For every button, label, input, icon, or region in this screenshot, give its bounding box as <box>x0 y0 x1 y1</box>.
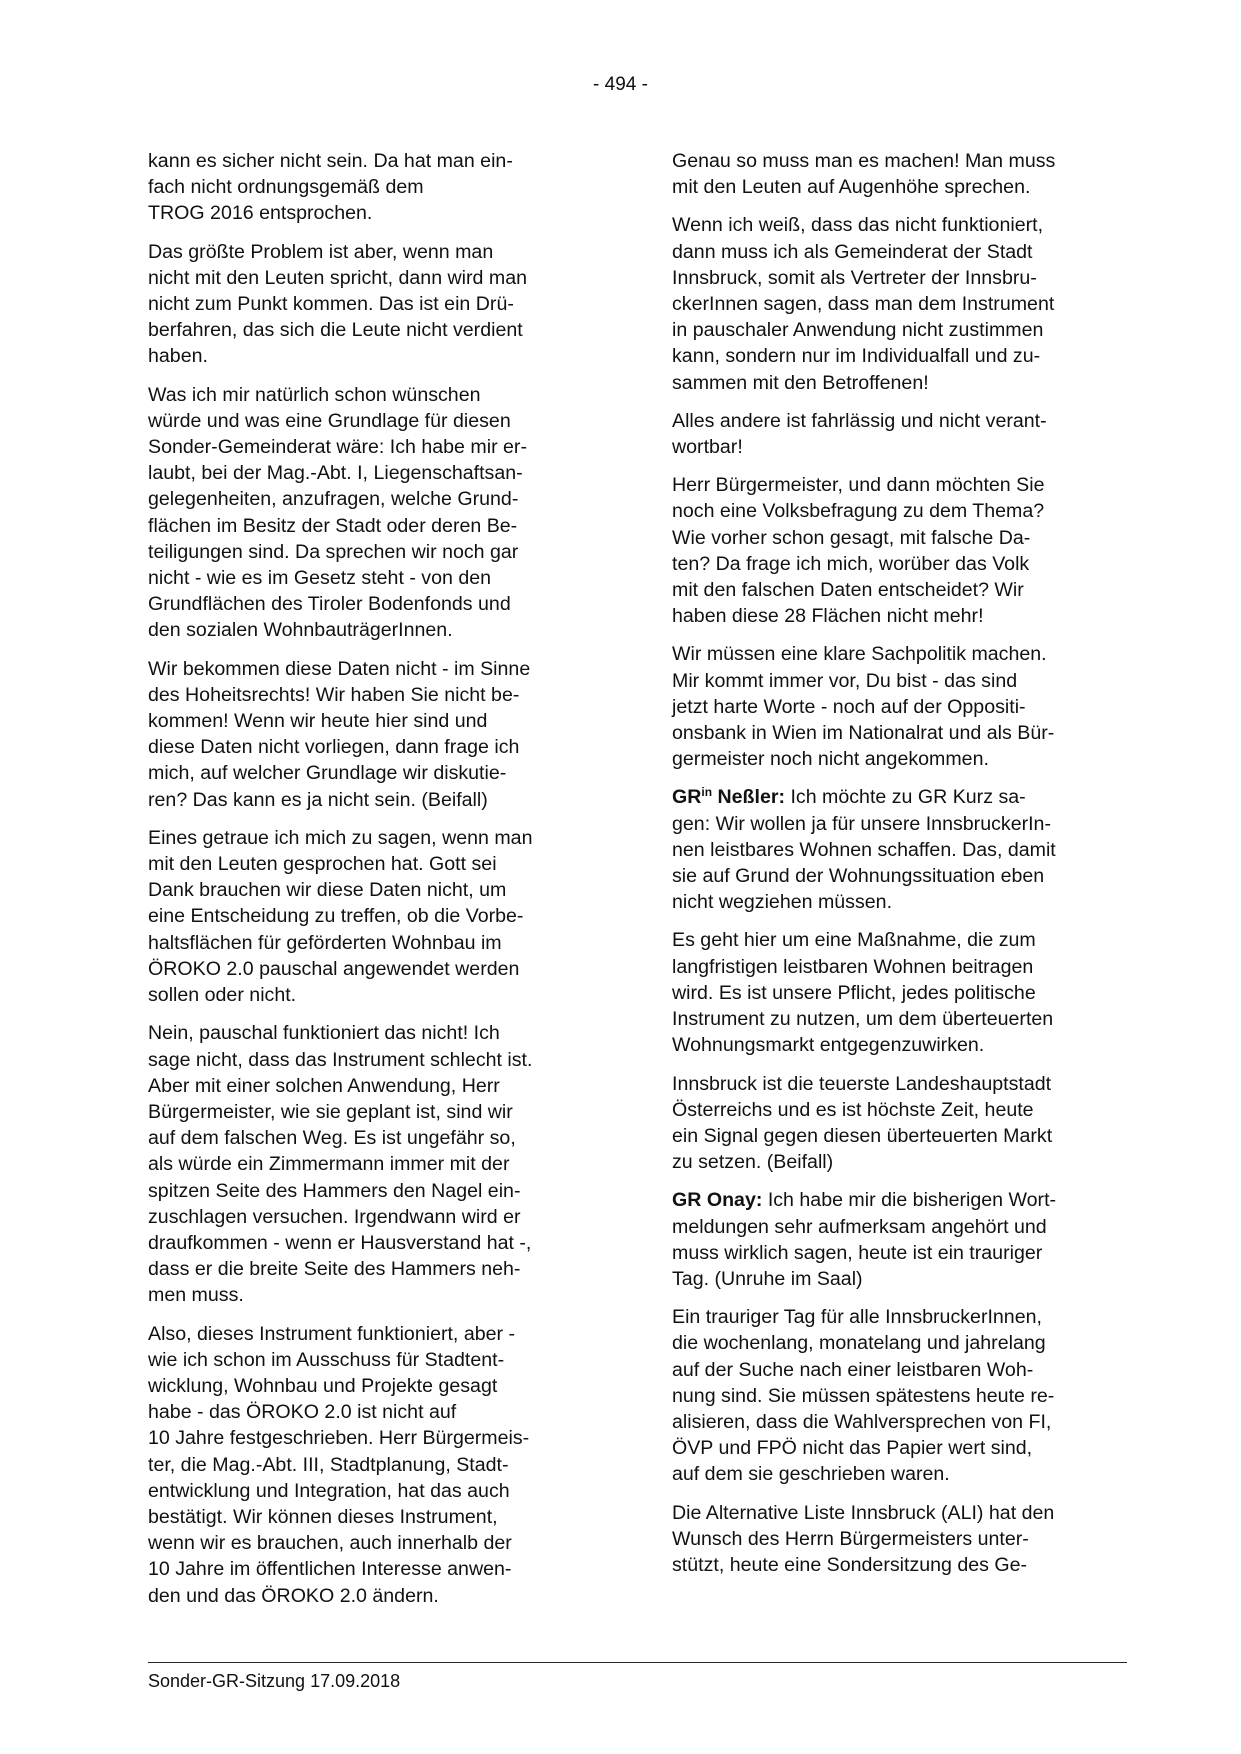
text-line: wortbar! <box>672 436 743 459</box>
paragraph <box>672 212 1122 395</box>
text-line: die wochenlang, monatelang und jahrelang <box>672 1332 1046 1355</box>
text-line: TROG 2016 entsprochen. <box>148 202 373 225</box>
text-line: kann, sondern nur im Individualfall und zu- <box>672 345 1041 368</box>
text-line: ÖROKO 2.0 pauschal angewendet werden <box>148 957 520 980</box>
paragraph <box>148 1020 598 1308</box>
speaker-title: GR Onay: <box>672 1189 763 1212</box>
text-line: ÖVP und FPÖ nicht das Papier wert sind, <box>672 1437 1033 1460</box>
speaker-name <box>672 786 785 808</box>
text-line: Wir müssen eine klare Sachpolitik machen. <box>672 643 1047 666</box>
text-line: des Hoheitsrechts! Wir haben Sie nicht be- <box>148 683 520 706</box>
speaker-title: GR <box>672 786 702 809</box>
text-line: sammen mit den Betroffenen! <box>672 371 929 394</box>
paragraph <box>148 382 598 644</box>
text-line: wenn wir es brauchen, auch innerhalb der <box>148 1532 512 1555</box>
paragraph <box>672 927 1122 1058</box>
text-line: nicht wegziehen müssen. <box>672 891 893 914</box>
paragraph <box>148 825 598 1008</box>
text-line: wie ich schon im Ausschuss für Stadtent- <box>148 1348 505 1371</box>
text-line: nen leistbares Wohnen schaffen. Das, damit <box>672 838 1056 861</box>
text-line: germeister noch nicht angekommen. <box>672 748 989 771</box>
text-line: sie auf Grund der Wohnungssituation eben <box>672 865 1045 888</box>
text-line: haltsflächen für geförderten Wohnbau im <box>148 931 502 954</box>
text-line: mit den Leuten gesprochen hat. Gott sei <box>148 853 497 876</box>
text-line: zuschlagen versuchen. Irgendwann wird er <box>148 1205 521 1228</box>
text-line: den und das ÖROKO 2.0 ändern. <box>148 1584 439 1607</box>
text-line: ter, die Mag.-Abt. III, Stadtplanung, Stadt- <box>148 1453 509 1476</box>
text-line: spitzen Seite des Hammers den Nagel ein- <box>148 1179 521 1202</box>
text-line: eine Entscheidung zu treffen, ob die Vorbe- <box>148 905 524 928</box>
text-line: teiligungen sind. Da sprechen wir noch gar <box>148 540 519 563</box>
text-line: ein Signal gegen diesen überteuerten Markt <box>672 1124 1053 1147</box>
paragraph <box>148 1321 598 1609</box>
text-line: gen: Wir wollen ja für unsere InnsbruckerIn- <box>672 812 1051 835</box>
text-line: Innsbruck ist die teuerste Landeshauptstadt <box>672 1072 1052 1095</box>
text-line: bestätigt. Wir können dieses Instrument, <box>148 1505 498 1528</box>
text-line: nicht - wie es im Gesetz steht - von den <box>148 567 492 590</box>
text-line: dann muss ich als Gemeinderat der Stadt <box>672 240 1033 263</box>
text-line: sage nicht, dass das Instrument schlecht ist. <box>148 1048 533 1071</box>
paragraph <box>672 472 1122 629</box>
paragraph <box>672 1187 1122 1292</box>
paragraph <box>672 408 1122 460</box>
text-line: draufkommen - wenn er Hausverstand hat -, <box>148 1231 532 1254</box>
text-line: auf der Suche nach einer leistbaren Woh- <box>672 1358 1034 1381</box>
text-line: meldungen sehr aufmerksam angehört und <box>672 1215 1047 1238</box>
text-line: Was ich mir natürlich schon wünschen <box>148 383 481 406</box>
text-line: wicklung, Wohnbau und Projekte gesagt <box>148 1374 498 1397</box>
text-line: diese Daten nicht vorliegen, dann frage ich <box>148 736 520 759</box>
text-line: den sozialen WohnbauträgerInnen. <box>148 619 453 642</box>
text-line: Bürgermeister, wie sie geplant ist, sind wir <box>148 1100 513 1123</box>
text-line: ren? Das kann es ja nicht sein. (Beifall) <box>148 788 488 811</box>
text-line: auf dem sie geschrieben waren. <box>672 1463 950 1486</box>
text-line: sollen oder nicht. <box>148 984 297 1007</box>
speaker-statement-start: Ich habe mir die bisherigen Wort- <box>762 1189 1057 1212</box>
text-line: Sonder-Gemeinderat wäre: Ich habe mir er- <box>148 436 527 459</box>
text-line: 10 Jahre festgeschrieben. Herr Bürgermeis- <box>148 1427 530 1450</box>
text-line: nicht zum Punkt kommen. Das ist ein Drü- <box>148 293 514 316</box>
text-line: haben. <box>148 345 208 368</box>
text-line: Wie vorher schon gesagt, mit falsche Da- <box>672 526 1031 549</box>
text-line: Grundflächen des Tiroler Bodenfonds und <box>148 593 511 616</box>
paragraph <box>672 1071 1122 1176</box>
text-line: ckerInnen sagen, dass man dem Instrument <box>672 293 1055 316</box>
text-line: fach nicht ordnungsgemäß dem <box>148 176 424 199</box>
text-line <box>672 784 1122 810</box>
text-line: langfristigen leistbaren Wohnen beitragen <box>672 955 1034 978</box>
text-line: Genau so muss man es machen! Man muss <box>672 150 1056 172</box>
text-line: Mir kommt immer vor, Du bist - das sind <box>672 669 1018 692</box>
text-line: habe - das ÖROKO 2.0 ist nicht auf <box>148 1401 457 1424</box>
text-line: nicht mit den Leuten spricht, dann wird man <box>148 266 528 289</box>
speaker-superscript: in <box>701 785 713 800</box>
text-line: laubt, bei der Mag.-Abt. I, Liegenschaftsan- <box>148 462 523 485</box>
text-line: zu setzen. (Beifall) <box>672 1151 834 1174</box>
footer-divider <box>148 1662 1127 1663</box>
text-line: Es geht hier um eine Maßnahme, die zum <box>672 929 1036 952</box>
text-line: dass er die breite Seite des Hammers neh- <box>148 1258 521 1281</box>
text-line: muss wirklich sagen, heute ist ein trauriger <box>672 1241 1043 1264</box>
paragraph <box>672 1304 1122 1487</box>
text-line: Die Alternative Liste Innsbruck (ALI) hat den <box>672 1501 1055 1524</box>
text-line: Herr Bürgermeister, und dann möchten Sie <box>672 474 1045 497</box>
paragraph <box>672 641 1122 772</box>
text-line: ten? Da frage ich mich, worüber das Volk <box>672 552 1030 575</box>
paragraph <box>148 656 598 813</box>
page-number: - 494 - <box>593 74 648 95</box>
text-line: Wunsch des Herrn Bürgermeisters unter- <box>672 1527 1029 1550</box>
paragraph <box>672 1500 1122 1579</box>
left-column <box>148 148 598 1621</box>
text-line: würde und was eine Grundlage für diesen <box>148 409 511 432</box>
paragraph <box>148 148 598 227</box>
text-line <box>672 1187 1122 1213</box>
paragraph <box>672 148 1122 200</box>
text-line: Nein, pauschal funktioniert das nicht! Ich <box>148 1022 500 1045</box>
text-line: Tag. (Unruhe im Saal) <box>672 1267 863 1290</box>
text-line: kommen! Wenn wir heute hier sind und <box>148 710 488 733</box>
text-line: men muss. <box>148 1284 244 1307</box>
text-line: entwicklung und Integration, hat das auch <box>148 1479 510 1502</box>
text-line: noch eine Volksbefragung zu dem Thema? <box>672 500 1045 523</box>
text-line: Wir bekommen diese Daten nicht - im Sinne <box>148 657 531 680</box>
right-column <box>672 148 1122 1590</box>
text-line: nung sind. Sie müssen spätestens heute re- <box>672 1384 1055 1407</box>
text-line: Instrument zu nutzen, um dem überteuerten <box>672 1008 1054 1031</box>
paragraph <box>672 784 1122 915</box>
text-line: jetzt harte Worte - noch auf der Oppositi- <box>672 695 1026 718</box>
text-line: Eines getraue ich mich zu sagen, wenn man <box>148 826 533 849</box>
text-line: Wenn ich weiß, dass das nicht funktioniert, <box>672 214 1044 237</box>
text-line: 10 Jahre im öffentlichen Interesse anwen- <box>148 1558 512 1581</box>
text-line: Innsbruck, somit als Vertreter der Innsbru- <box>672 266 1037 289</box>
text-line: Dank brauchen wir diese Daten nicht, um <box>148 879 507 902</box>
speaker-name <box>672 1189 762 1211</box>
text-line: in pauschaler Anwendung nicht zustimmen <box>672 319 1044 342</box>
text-line: Wohnungsmarkt entgegenzuwirken. <box>672 1034 985 1057</box>
text-line: gelegenheiten, anzufragen, welche Grund- <box>148 488 519 511</box>
text-line: mit den falschen Daten entscheidet? Wir <box>672 579 1024 602</box>
paragraph <box>148 239 598 370</box>
text-line: mit den Leuten auf Augenhöhe sprechen. <box>672 176 1031 199</box>
text-line: Ein trauriger Tag für alle InnsbruckerInnen, <box>672 1306 1042 1329</box>
text-line: stützt, heute eine Sondersitzung des Ge- <box>672 1553 1028 1576</box>
text-line: onsbank in Wien im Nationalrat und als Bür- <box>672 722 1055 745</box>
text-line: wird. Es ist unsere Pflicht, jedes politische <box>672 981 1036 1004</box>
text-line: Das größte Problem ist aber, wenn man <box>148 240 494 263</box>
text-line: als würde ein Zimmermann immer mit der <box>148 1153 510 1176</box>
text-line: flächen im Besitz der Stadt oder deren Be- <box>148 514 518 537</box>
text-line: Also, dieses Instrument funktioniert, aber - <box>148 1322 516 1345</box>
text-line: Österreichs und es ist höchste Zeit, heute <box>672 1098 1034 1121</box>
text-line: alisieren, dass die Wahlversprechen von FI, <box>672 1410 1052 1433</box>
text-line: kann es sicher nicht sein. Da hat man ein- <box>148 150 513 172</box>
text-line: berfahren, das sich die Leute nicht verdient <box>148 319 523 342</box>
text-line: auf dem falschen Weg. Es ist ungefähr so, <box>148 1127 516 1150</box>
text-line: haben diese 28 Flächen nicht mehr! <box>672 605 984 628</box>
footer-session-label: Sonder-GR-Sitzung 17.09.2018 <box>148 1671 401 1691</box>
speaker-surname: Neßler: <box>712 786 786 809</box>
text-line: mich, auf welcher Grundlage wir diskutie- <box>148 762 507 785</box>
text-line: Alles andere ist fahrlässig und nicht verant- <box>672 409 1047 432</box>
text-line: Aber mit einer solchen Anwendung, Herr <box>148 1074 500 1097</box>
speaker-statement-start: Ich möchte zu GR Kurz sa- <box>785 786 1026 809</box>
